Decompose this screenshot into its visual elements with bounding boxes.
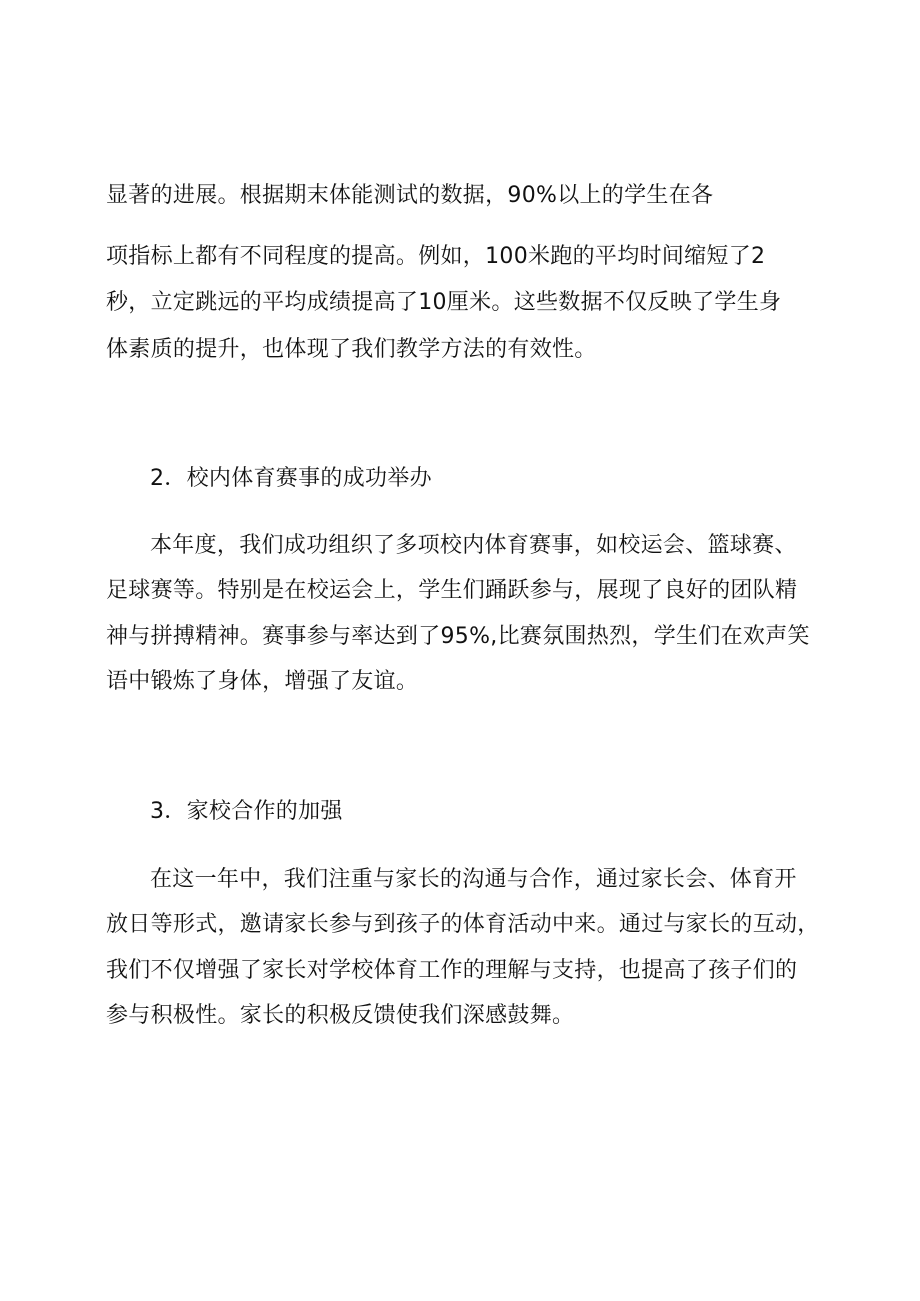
paragraph-line: 神与拼搏精神。赛事参与率达到了95%,比赛氛围热烈，学生们在欢声笑 (106, 624, 810, 649)
paragraph-line: 在这一年中，我们注重与家长的沟通与合作，通过家长会、体育开 (150, 867, 797, 892)
section-heading: 3．家校合作的加强 (150, 799, 343, 824)
paragraph-line: 显著的进展。根据期末体能测试的数据，90%以上的学生在各 (106, 183, 714, 208)
paragraph-line: 放日等形式，邀请家长参与到孩子的体育活动中来。通过与家长的互动， (106, 912, 820, 937)
paragraph-line: 我们不仅增强了家长对学校体育工作的理解与支持，也提高了孩子们的 (106, 958, 798, 983)
paragraph-line: 秒，立定跳远的平均成绩提高了10厘米。这些数据不仅反映了学生身 (106, 290, 782, 315)
paragraph-line: 足球赛等。特别是在校运会上，学生们踊跃参与，展现了良好的团队精 (106, 578, 798, 603)
paragraph-line: 项指标上都有不同程度的提高。例如，100米跑的平均时间缩短了2 (106, 244, 766, 269)
paragraph-line: 参与积极性。家长的积极反馈使我们深感鼓舞。 (106, 1003, 575, 1028)
paragraph-line: 语中锻炼了身体，增强了友谊。 (106, 669, 419, 694)
paragraph-line: 体素质的提升，也体现了我们教学方法的有效性。 (106, 337, 597, 362)
section-heading: 2．校内体育赛事的成功举办 (150, 466, 432, 491)
paragraph-line: 本年度，我们成功组织了多项校内体育赛事，如校运会、篮球赛、 (150, 533, 797, 558)
